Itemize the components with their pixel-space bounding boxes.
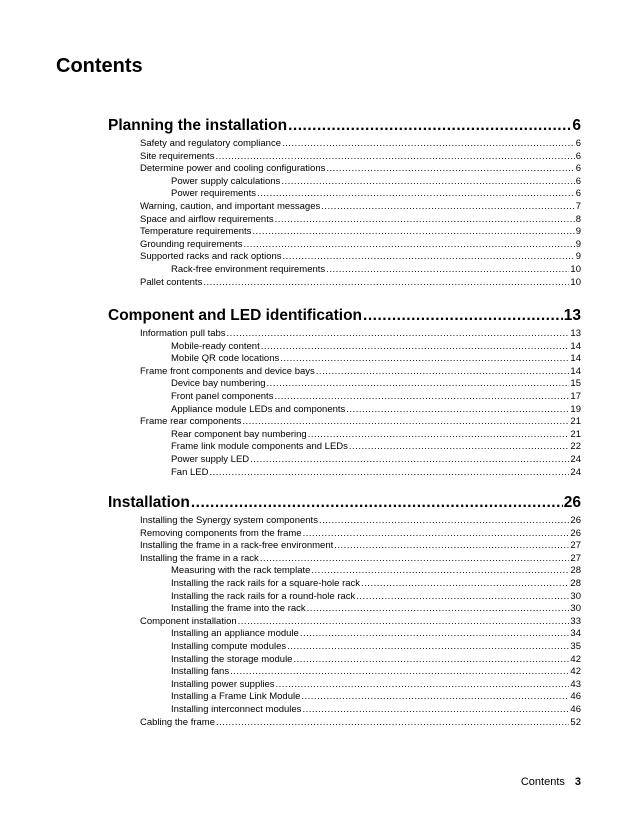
dot-leader — [319, 515, 569, 526]
toc-entry[interactable] — [171, 378, 581, 389]
toc-entry-page-number: 26 — [570, 527, 581, 539]
toc-chapter-label: Component and LED identification — [108, 307, 363, 324]
toc-entry-label: Temperature requirements — [140, 226, 252, 238]
toc-entry-label: Power requirements — [171, 188, 257, 200]
toc-entry-label: Appliance module LEDs and components — [171, 403, 346, 415]
toc-entry-page-number: 21 — [570, 416, 581, 428]
dot-leader — [287, 641, 569, 652]
toc-entry-page-number: 28 — [570, 565, 581, 577]
toc-entry[interactable] — [171, 679, 581, 690]
toc-entry[interactable] — [140, 214, 581, 225]
toc-entry-page-number: 42 — [570, 653, 581, 665]
toc-entry[interactable] — [171, 628, 581, 639]
dot-leader — [227, 328, 570, 339]
toc-entry-page-number: 8 — [575, 213, 581, 225]
toc-entry-page-number: 10 — [570, 276, 581, 288]
toc-entry-page-number: 34 — [570, 628, 581, 640]
dot-leader — [303, 528, 570, 539]
toc-entry-label: Mobile-ready content — [171, 340, 260, 352]
toc-entry[interactable] — [171, 591, 581, 602]
toc-entry[interactable] — [140, 277, 581, 288]
toc-entry-label: Space and airflow requirements — [140, 213, 274, 225]
toc-entry[interactable] — [171, 654, 581, 665]
toc-entry[interactable] — [171, 704, 581, 715]
toc-entry[interactable] — [140, 163, 581, 174]
toc-entry[interactable] — [140, 416, 581, 427]
toc-entry-page-number: 26 — [570, 515, 581, 526]
toc-entry-label: Installing the frame into the rack — [171, 603, 306, 615]
dot-leader — [321, 201, 574, 212]
toc-entry-label: Installing the frame in a rack — [140, 552, 259, 564]
toc-entry[interactable] — [140, 553, 581, 564]
toc-entry-page-number: 24 — [570, 466, 581, 478]
toc-entry[interactable] — [140, 717, 581, 728]
toc-chapter-page-number: 13 — [563, 307, 581, 324]
dot-leader — [356, 591, 569, 602]
toc-entry-page-number: 14 — [570, 353, 581, 365]
toc-entry[interactable] — [171, 429, 581, 440]
toc-entry-page-number: 27 — [570, 552, 581, 564]
toc-chapter-label: Installation — [108, 494, 190, 511]
toc-entry-label: Information pull tabs — [140, 328, 226, 339]
toc-entry-label: Removing components from the frame — [140, 527, 302, 539]
toc-entry[interactable] — [171, 691, 581, 702]
toc-entry-page-number: 10 — [570, 264, 581, 275]
toc-entry-label: Mobile QR code locations — [171, 353, 280, 365]
toc-entry-label: Safety and regulatory compliance — [140, 138, 281, 149]
toc-entry-page-number: 46 — [570, 691, 581, 703]
dot-leader — [361, 578, 569, 589]
dot-leader — [257, 188, 575, 199]
toc-entry-label: Installing the rack rails for a round-hole rack — [171, 590, 356, 602]
toc-entry-label: Front panel components — [171, 391, 274, 402]
toc-entry-label: Measuring with the rack template — [171, 565, 311, 577]
toc-chapter-page-number: 6 — [572, 117, 581, 134]
footer-label: Contents — [520, 776, 565, 788]
dot-leader — [252, 226, 574, 237]
toc-entry-page-number: 9 — [575, 238, 581, 250]
toc-entry[interactable] — [171, 641, 581, 652]
dot-leader — [288, 117, 571, 135]
toc-entry-label: Power supply calculations — [171, 175, 281, 187]
dot-leader — [203, 277, 569, 288]
toc-entry[interactable] — [171, 353, 581, 364]
page-title: Contents — [56, 55, 143, 77]
dot-leader — [280, 353, 569, 364]
toc-entry-label: Rear component bay numbering — [171, 428, 307, 440]
toc-entry[interactable] — [140, 528, 581, 539]
toc-entry[interactable] — [140, 151, 581, 162]
toc-entry[interactable] — [140, 328, 581, 339]
toc-entry-label: Installing power supplies — [171, 678, 275, 690]
dot-leader — [283, 251, 575, 262]
toc-entry[interactable] — [171, 264, 581, 275]
toc-entry-page-number: 22 — [570, 441, 581, 453]
toc-entry-label: Grounding requirements — [140, 238, 243, 250]
toc-entry-label: Frame front components and device bays — [140, 365, 315, 377]
dot-leader — [243, 239, 574, 250]
toc-entry-label: Fan LED — [171, 466, 209, 478]
dot-leader — [275, 214, 575, 225]
toc-entry-page-number: 15 — [570, 378, 581, 390]
toc-entry[interactable] — [140, 138, 581, 149]
footer-page-number: 3 — [574, 776, 581, 788]
toc-entry-label: Installing compute modules — [171, 641, 287, 652]
toc-entry-label: Installing the Synergy system components — [140, 515, 318, 526]
toc-entry-label: Frame link module components and LEDs — [171, 441, 348, 453]
toc-entry-page-number: 27 — [570, 540, 581, 552]
dot-leader — [210, 467, 570, 478]
toc-entry[interactable] — [171, 666, 581, 677]
toc-entry-label: Site requirements — [140, 150, 215, 162]
toc-entry-label: Frame rear components — [140, 416, 242, 428]
toc-chapter[interactable] — [108, 494, 581, 512]
dot-leader — [326, 264, 569, 275]
dot-leader — [281, 176, 574, 187]
dot-leader — [311, 565, 569, 576]
toc-entry-label: Power supply LED — [171, 454, 250, 465]
toc-entry-page-number: 6 — [575, 163, 581, 175]
dot-leader — [349, 441, 570, 452]
dot-leader — [326, 163, 574, 174]
toc-entry-label: Installing the frame in a rack-free environment — [140, 540, 334, 552]
toc-entry-page-number: 42 — [570, 666, 581, 678]
toc-entry-page-number: 46 — [570, 704, 581, 715]
toc-entry-label: Determine power and cooling configurations — [140, 163, 326, 175]
toc-entry-page-number: 35 — [570, 641, 581, 652]
dot-leader — [276, 679, 570, 690]
dot-leader — [260, 553, 570, 564]
dot-leader — [250, 454, 569, 465]
dot-leader — [282, 138, 575, 149]
toc-entry-label: Rack-free environment requirements — [171, 264, 326, 275]
toc-entry-page-number: 28 — [570, 578, 581, 589]
dot-leader — [191, 494, 563, 512]
toc-entry-page-number: 17 — [570, 391, 581, 402]
toc-entry-page-number: 19 — [570, 403, 581, 415]
toc-entry[interactable] — [140, 251, 581, 262]
toc-entry[interactable] — [171, 341, 581, 352]
toc-entry-label: Component installation — [140, 615, 237, 627]
toc-entry-label: Warning, caution, and important messages — [140, 201, 321, 212]
toc-entry-page-number: 24 — [570, 454, 581, 465]
toc-entry-label: Installing the rack rails for a square-hole rack — [171, 578, 361, 589]
toc-entry-label: Installing interconnect modules — [171, 704, 302, 715]
dot-leader — [308, 429, 570, 440]
toc-entry-label: Installing the storage module — [171, 653, 293, 665]
toc-entry-page-number: 7 — [575, 201, 581, 212]
toc-entry-page-number: 9 — [575, 251, 581, 263]
dot-leader — [300, 628, 570, 639]
toc-entry[interactable] — [171, 578, 581, 589]
dot-leader — [316, 366, 570, 377]
toc-entry-page-number: 13 — [570, 328, 581, 339]
toc-entry[interactable] — [140, 239, 581, 250]
dot-leader — [267, 378, 570, 389]
toc-chapter[interactable] — [108, 307, 581, 325]
toc-entry-page-number: 43 — [570, 678, 581, 690]
toc-entry[interactable] — [140, 226, 581, 237]
toc-entry-page-number: 30 — [570, 603, 581, 615]
dot-leader — [346, 404, 569, 415]
toc-entry-page-number: 14 — [570, 340, 581, 352]
toc-entry-page-number: 52 — [570, 716, 581, 728]
dot-leader — [261, 341, 570, 352]
dot-leader — [301, 691, 569, 702]
dot-leader — [363, 307, 563, 325]
toc-entry-label: Supported racks and rack options — [140, 251, 282, 263]
toc-entry[interactable] — [171, 188, 581, 199]
toc-chapter-page-number: 26 — [563, 494, 581, 511]
dot-leader — [274, 391, 569, 402]
dot-leader — [215, 151, 574, 162]
toc-entry-label: Cabling the frame — [140, 716, 215, 728]
toc-entry-page-number: 14 — [570, 365, 581, 377]
toc-entry[interactable] — [171, 176, 581, 187]
page-footer — [521, 776, 581, 788]
toc-entry[interactable] — [171, 467, 581, 478]
toc-entry-label: Device bay numbering — [171, 378, 266, 390]
toc-entry-label: Installing a Frame Link Module — [171, 691, 301, 703]
toc-entry-page-number: 6 — [575, 150, 581, 162]
toc-entry[interactable] — [171, 454, 581, 465]
toc-entry-label: Installing fans — [171, 666, 230, 678]
toc-chapter[interactable] — [108, 117, 581, 135]
dot-leader — [307, 603, 570, 614]
toc-entry[interactable] — [140, 616, 581, 627]
toc-entry-page-number: 21 — [570, 428, 581, 440]
toc-entry[interactable] — [171, 391, 581, 402]
toc-entry[interactable] — [171, 404, 581, 415]
dot-leader — [334, 540, 569, 551]
toc-chapter-label: Planning the installation — [108, 117, 288, 134]
toc-entry-page-number: 6 — [575, 138, 581, 149]
dot-leader — [230, 666, 569, 677]
dot-leader — [242, 416, 569, 427]
toc-entry-label: Pallet contents — [140, 276, 203, 288]
dot-leader — [302, 704, 569, 715]
toc-entry-page-number: 30 — [570, 590, 581, 602]
toc-entry-page-number: 6 — [575, 175, 581, 187]
toc-entry[interactable] — [171, 441, 581, 452]
toc-entry-page-number: 6 — [575, 188, 581, 200]
toc-entry-page-number: 33 — [570, 615, 581, 627]
toc-entry[interactable] — [140, 540, 581, 551]
dot-leader — [293, 654, 569, 665]
dot-leader — [238, 616, 570, 627]
toc-entry-page-number: 9 — [575, 226, 581, 238]
toc-entry-label: Installing an appliance module — [171, 628, 299, 640]
toc-entry[interactable] — [171, 603, 581, 614]
toc-entry[interactable] — [171, 565, 581, 576]
toc-entry[interactable] — [140, 515, 581, 526]
dot-leader — [216, 717, 569, 728]
toc-entry[interactable] — [140, 366, 581, 377]
toc-entry[interactable] — [140, 201, 581, 212]
